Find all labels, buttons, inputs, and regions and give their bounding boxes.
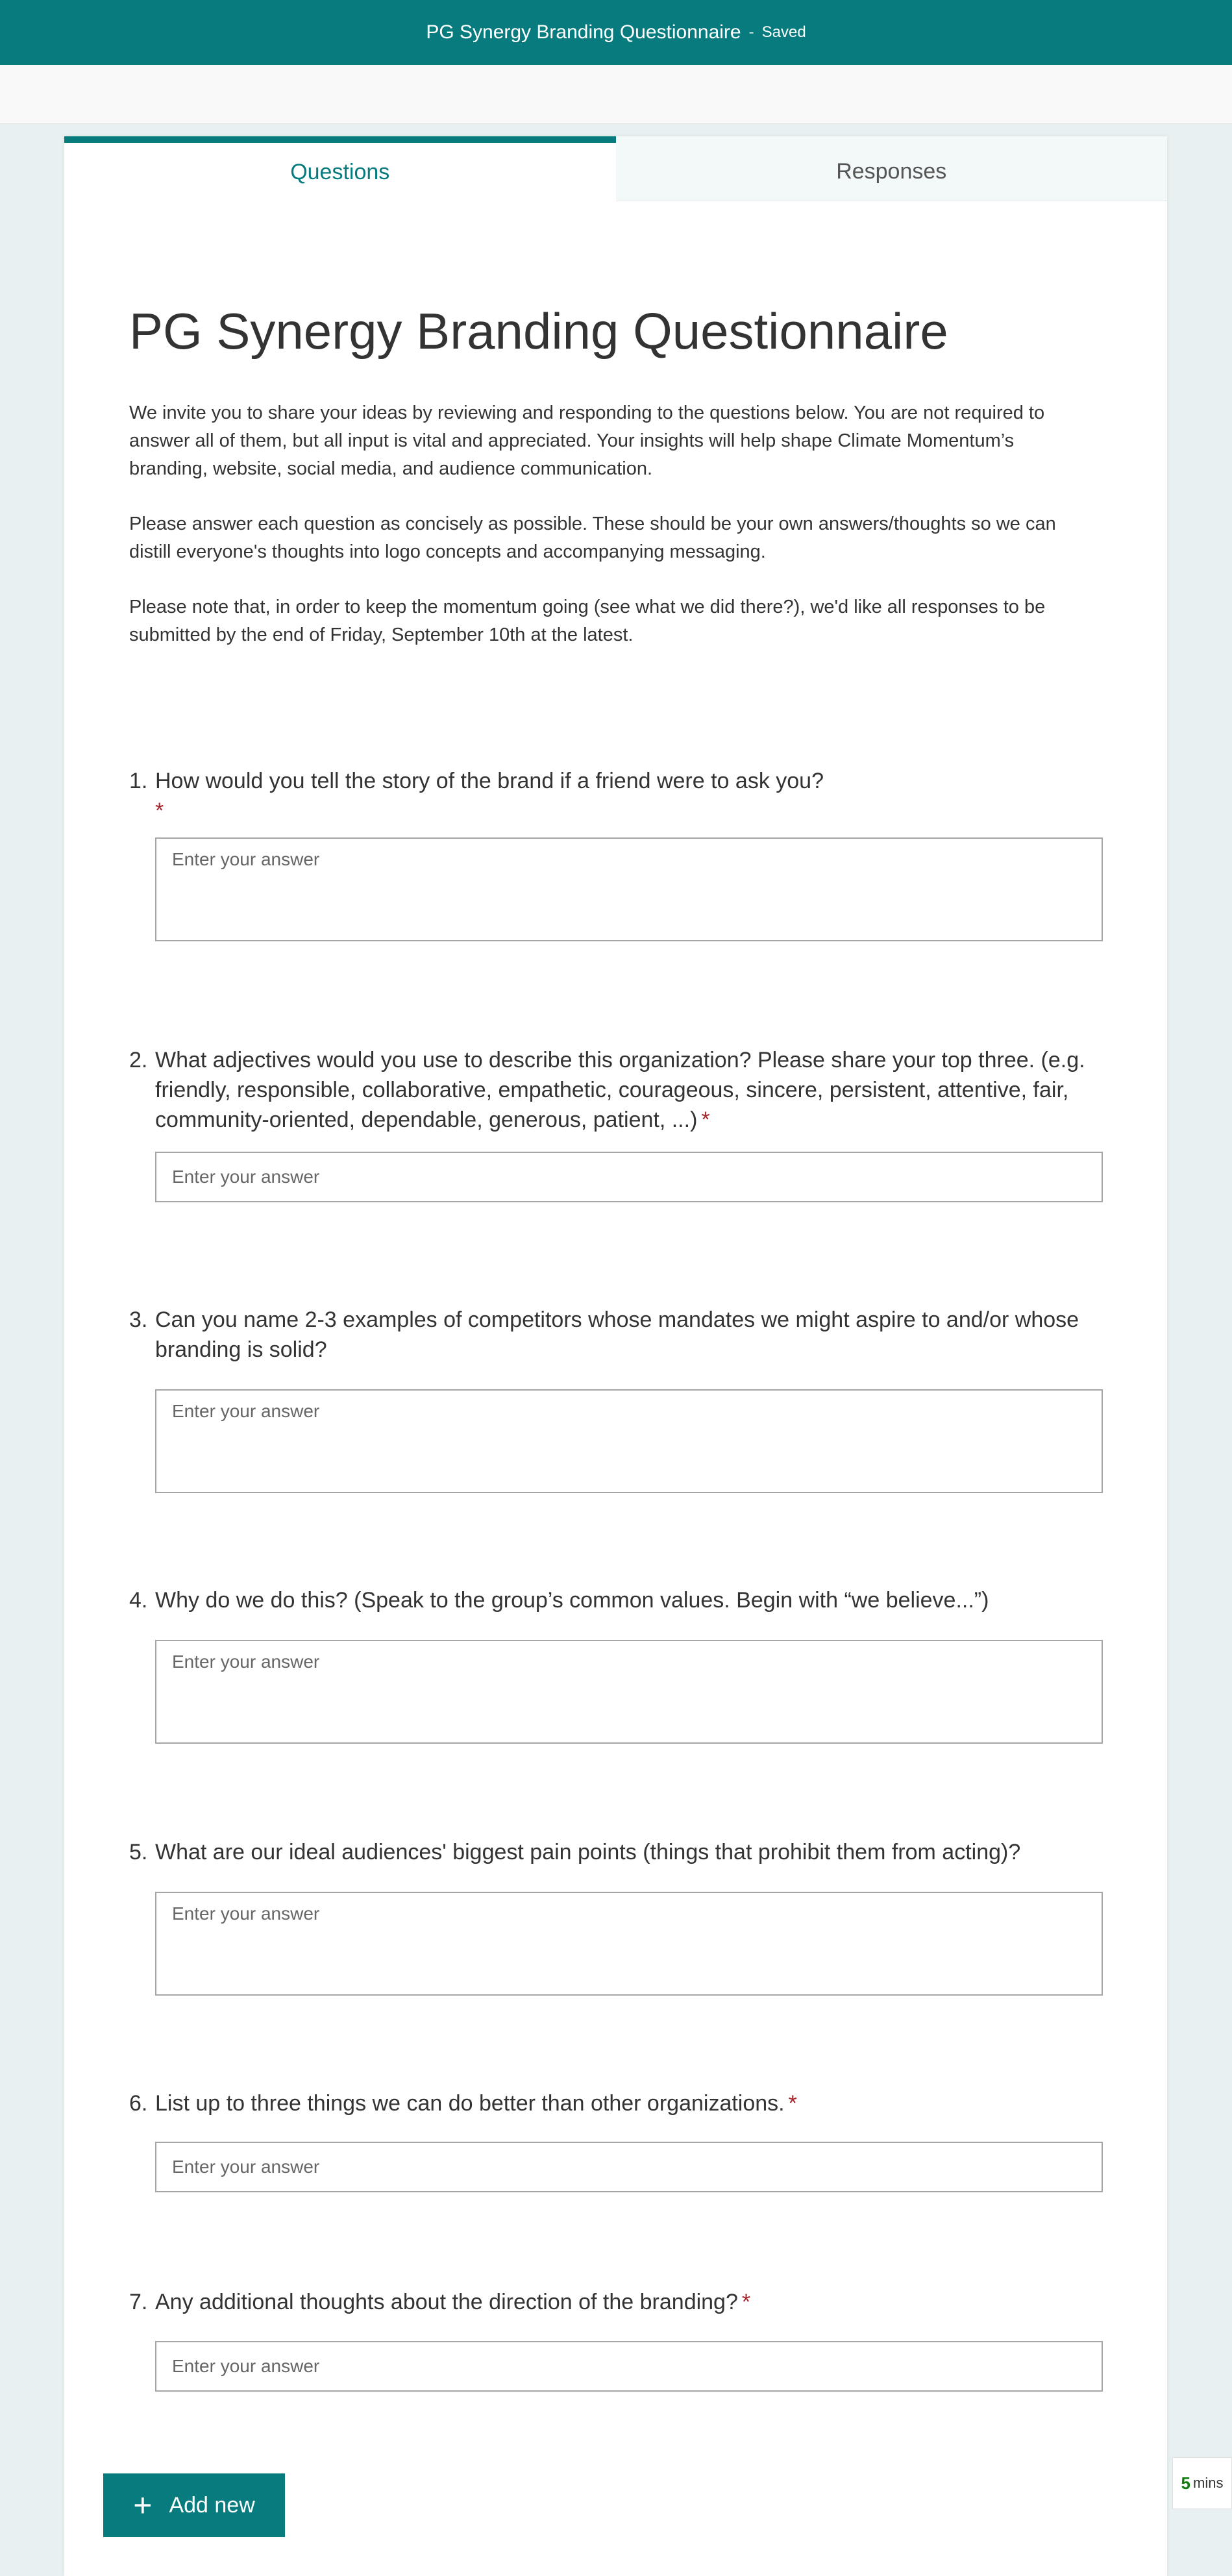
required-marker: * — [741, 2290, 751, 2314]
question-number: 5. — [129, 1840, 148, 1864]
required-marker: * — [701, 1108, 710, 1132]
question-number: 4. — [129, 1588, 148, 1613]
answer-field[interactable] — [155, 837, 1103, 941]
app-title[interactable]: PG Synergy Branding Questionnaire — [426, 21, 741, 43]
question-7[interactable] — [129, 2287, 1103, 2392]
question-text: List up to three things we can do better than other organizations. — [155, 2091, 785, 2116]
question-4[interactable] — [129, 1585, 1103, 1744]
required-marker: * — [788, 2091, 797, 2116]
question-6[interactable] — [129, 2088, 1103, 2192]
form-card — [64, 136, 1167, 2576]
add-new-label: Add new — [169, 2492, 255, 2518]
question-heading — [129, 1585, 1103, 1615]
answer-field[interactable] — [155, 1892, 1103, 1996]
question-heading — [129, 1305, 1103, 1365]
answer-field[interactable] — [155, 2341, 1103, 2392]
form-title[interactable]: PG Synergy Branding Questionnaire — [129, 303, 948, 360]
question-text: What adjectives would you use to describe this organization? Please share your top three. (e.g. friendly, responsible, collaborative, empathetic, courageous, sincere, persistent, attentive, fair, community-oriented, dependable, generous, patient, ...) — [155, 1048, 1085, 1132]
tab-questions[interactable]: Questions — [64, 136, 616, 201]
question-number: 6. — [129, 2091, 148, 2116]
tab-bar — [64, 136, 1167, 201]
question-number: 2. — [129, 1048, 148, 1072]
title-separator: - — [748, 23, 754, 41]
question-text: Can you name 2-3 examples of competitors whose mandates we might aspire to and/or whose branding is solid? — [155, 1307, 1079, 1362]
estimated-time-unit: mins — [1193, 2475, 1224, 2491]
required-marker: * — [155, 799, 164, 823]
question-5[interactable] — [129, 1837, 1103, 1996]
question-heading — [129, 1837, 1103, 1867]
question-3[interactable] — [129, 1305, 1103, 1493]
question-text: Why do we do this? (Speak to the group’s common values. Begin with “we believe...”) — [155, 1588, 989, 1613]
question-heading — [129, 2088, 1103, 2118]
question-2[interactable] — [129, 1045, 1103, 1202]
form-description[interactable] — [129, 399, 1090, 676]
app-header — [0, 0, 1232, 65]
question-heading — [129, 1045, 1103, 1135]
tab-responses[interactable]: Responses — [616, 136, 1168, 201]
description-paragraph: Please answer each question as concisely as possible. These should be your own answers/thoughts so we can distill everyone's thoughts into logo concepts and accompanying messaging. — [129, 514, 1056, 562]
command-bar — [0, 65, 1232, 124]
answer-field[interactable] — [155, 1389, 1103, 1493]
question-text-wrap — [155, 2287, 1103, 2317]
question-1[interactable] — [129, 766, 1103, 941]
answer-field[interactable] — [155, 1640, 1103, 1744]
description-paragraph: Please note that, in order to keep the momentum going (see what we did there?), we'd like all responses to be submitted by the end of Friday, September 10th at the latest. — [129, 597, 1046, 645]
question-text-wrap — [155, 2088, 1103, 2118]
question-text: Any additional thoughts about the direction of the branding? — [155, 2290, 738, 2314]
answer-field[interactable] — [155, 2142, 1103, 2192]
question-text-wrap — [155, 1045, 1103, 1135]
add-new-button[interactable] — [103, 2473, 285, 2537]
estimated-time-value: 5 — [1181, 2473, 1190, 2493]
question-number: 7. — [129, 2290, 148, 2314]
question-number: 1. — [129, 769, 148, 793]
save-status: Saved — [761, 23, 806, 41]
answer-field[interactable] — [155, 1152, 1103, 1202]
question-text: What are our ideal audiences' biggest pain points (things that prohibit them from acting)? — [155, 1840, 1021, 1864]
plus-icon: + — [133, 2487, 153, 2523]
question-text: How would you tell the story of the brand if a friend were to ask you? — [155, 769, 824, 793]
estimated-time-badge — [1172, 2457, 1232, 2509]
question-heading — [129, 766, 1103, 796]
question-number: 3. — [129, 1307, 148, 1332]
description-paragraph: We invite you to share your ideas by reviewing and responding to the questions below. You are not required to answer all of them, but all input is vital and appreciated. Your insights will help shape Climate Momentum’s branding, website, social media, and audience communication. — [129, 402, 1045, 479]
question-heading — [129, 2287, 1103, 2317]
